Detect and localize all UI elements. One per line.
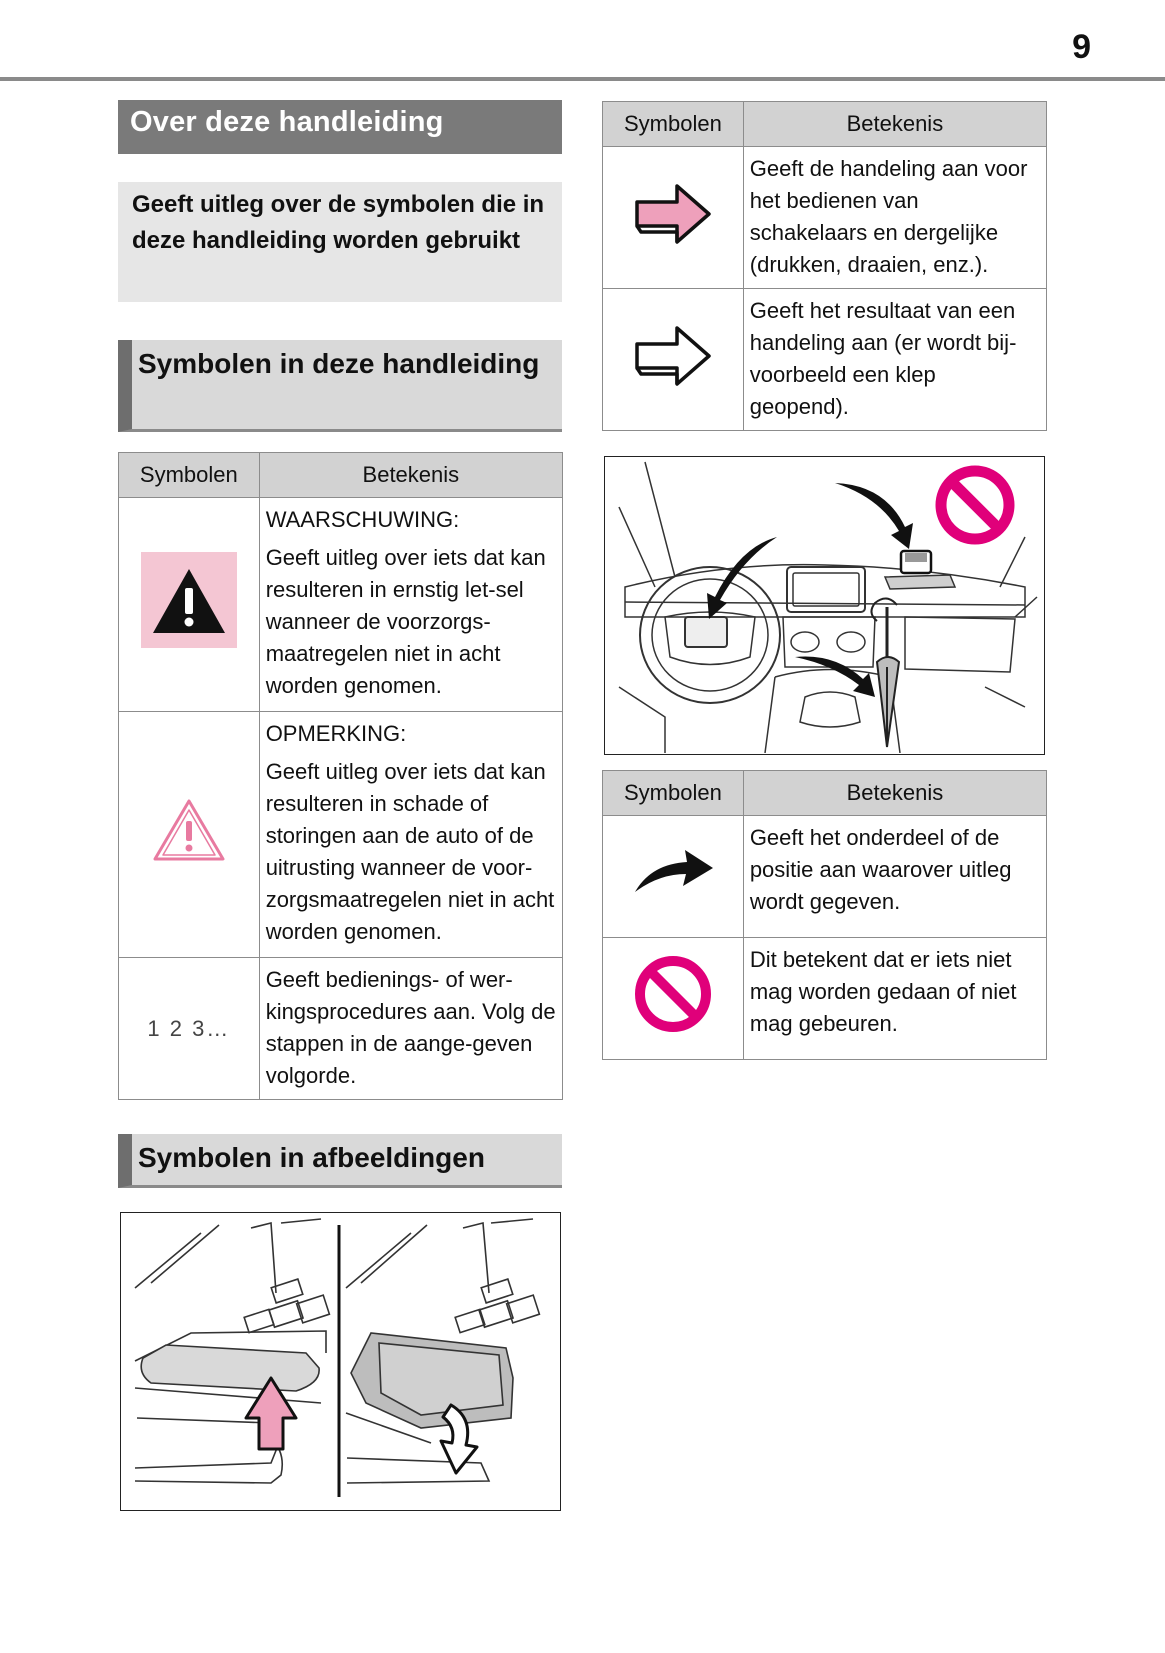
prohibited-icon: [632, 953, 714, 1035]
col-header-symbols: Symbolen: [603, 771, 744, 816]
meaning-text: Geeft de handeling aan voor het bedienen van schakelaars en dergelijke (drukken, draaien, enz.).: [749, 156, 1028, 277]
meaning-cell: [259, 958, 562, 1100]
warning-triangle-icon: [141, 552, 237, 648]
manual-symbols-table: [118, 452, 563, 1100]
section-title-manual-symbols: [118, 340, 562, 432]
table-row: [603, 289, 1047, 431]
car-interior-drawing: [605, 457, 1043, 753]
car-interior-illustration: [604, 456, 1045, 755]
meaning-cell: [743, 816, 1046, 938]
table-row: [603, 816, 1047, 938]
notice-label: OPMERKING:: [265, 721, 407, 746]
meaning-cell: [259, 498, 562, 712]
console-illustration: [120, 1212, 561, 1511]
meaning-text: Dit betekent dat er iets niet mag worden gedaan of niet mag gebeuren.: [749, 947, 1017, 1036]
meaning-text: Geeft het onderdeel of de positie aan waarover uitleg wordt gegeven.: [749, 825, 1012, 914]
symbol-cell: [603, 147, 744, 289]
meaning-cell: [743, 289, 1046, 431]
meaning-text: Geeft bedienings- of wer-kingsprocedures aan. Volg de stappen in de aange-geven volgorde.: [265, 967, 556, 1088]
col-header-meaning: Betekenis: [743, 102, 1046, 147]
meaning-text: Geeft uitleg over iets dat kan resulteren in schade of storingen aan de auto of de uitrusting wanneer de voor-zorgsmaatregelen niet in acht worden genomen.: [265, 759, 555, 944]
image-symbols-table-2: [602, 770, 1047, 1060]
page-number: 9: [1072, 28, 1091, 66]
section-title-text: Symbolen in deze handleiding: [138, 348, 540, 379]
col-header-symbols: Symbolen: [603, 102, 744, 147]
col-header-meaning: Betekenis: [259, 453, 562, 498]
step-numbers-symbol: 1 2 3…: [147, 1015, 231, 1041]
col-header-meaning: Betekenis: [743, 771, 1046, 816]
overhead-console-drawing: [121, 1213, 559, 1509]
pink-action-arrow-icon: [633, 180, 713, 246]
symbol-cell: [119, 712, 260, 958]
section-title-image-symbols: [118, 1134, 562, 1188]
meaning-cell: [259, 712, 562, 958]
image-symbols-table-1: [602, 101, 1047, 431]
intro-box: Geeft uitleg over de symbolen die in deze handleiding worden gebruikt: [118, 182, 562, 302]
chapter-title: Over deze handleiding: [118, 100, 562, 154]
header-rule: [0, 77, 1165, 81]
white-result-arrow-icon: [633, 322, 713, 388]
section-title-text: Symbolen in afbeeldingen: [138, 1142, 485, 1173]
table-row: [603, 147, 1047, 289]
table-row: [119, 712, 563, 958]
black-pointer-arrow-icon: [631, 844, 715, 900]
symbol-cell: [603, 816, 744, 938]
warning-label: WAARSCHUWING:: [265, 507, 460, 532]
symbol-cell: [603, 938, 744, 1060]
meaning-cell: [743, 938, 1046, 1060]
symbol-cell: [603, 289, 744, 431]
table-row: [603, 938, 1047, 1060]
prohibited-sign: [941, 471, 1009, 539]
notice-triangle-icon: [151, 797, 227, 863]
table-row: [119, 958, 563, 1100]
col-header-symbols: Symbolen: [119, 453, 260, 498]
meaning-text: Geeft het resultaat van een handeling aan (er wordt bij-voorbeeld een klep geopend).: [749, 298, 1017, 419]
meaning-text: Geeft uitleg over iets dat kan resulteren in ernstig let-sel wanneer de voorzorgs-maatregelen niet in acht worden genomen.: [265, 545, 546, 698]
table-row: [119, 498, 563, 712]
symbol-cell: [119, 958, 260, 1100]
meaning-cell: [743, 147, 1046, 289]
umbrella: [871, 598, 899, 747]
dash-object: [901, 551, 931, 573]
symbol-cell: [119, 498, 260, 712]
